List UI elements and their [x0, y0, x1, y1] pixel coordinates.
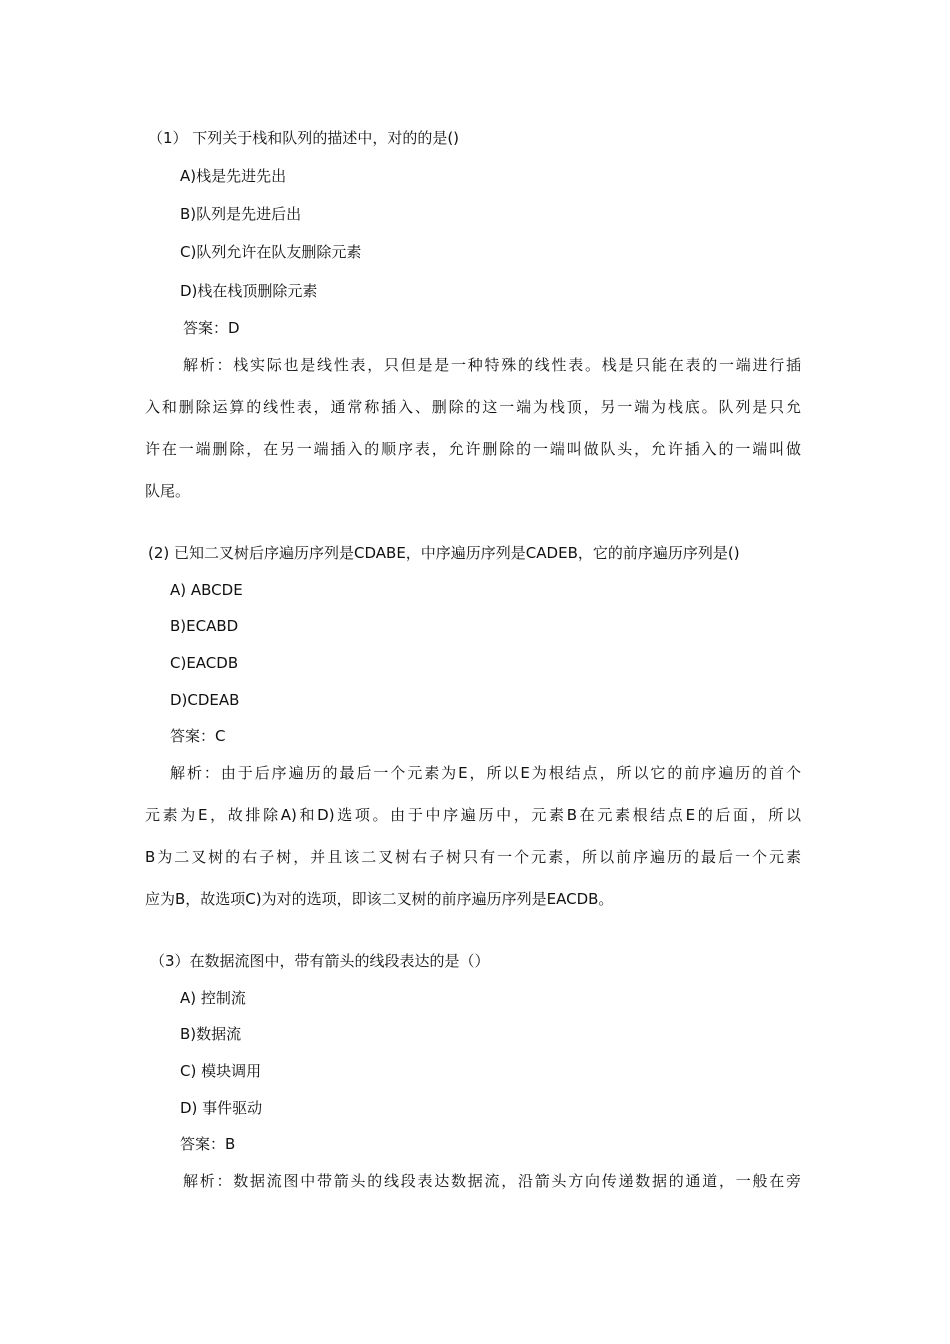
- question-1-option-d: D)栈在栈顶删除元素: [180, 282, 318, 300]
- question-1-answer: 答案：D: [183, 319, 240, 337]
- question-3-option-b: B)数据流: [180, 1025, 242, 1043]
- question-2-analysis-line-4: 应为B，故选项C)为对的选项，即该二叉树的前序遍历序列是EACDB。: [145, 890, 614, 908]
- question-1-analysis-line-2: 入和删除运算的线性表，通常称插入、删除的这一端为栈顶，另一端为栈底。队列是只允: [145, 398, 801, 416]
- question-2-option-a: A) ABCDE: [170, 581, 243, 599]
- question-2-answer: 答案：C: [170, 727, 226, 745]
- question-2-analysis-line-1: 解析：由于后序遍历的最后一个元素为E，所以E为根结点，所以它的前序遍历的首个: [170, 764, 801, 782]
- question-1-option-a: A)栈是先进先出: [180, 167, 287, 185]
- question-1-analysis-line-3: 许在一端删除，在另一端插入的顺序表，允许删除的一端叫做队头，允许插入的一端叫做: [145, 440, 801, 458]
- question-1-analysis-line-1: 解析：栈实际也是线性表，只但是是一种特殊的线性表。栈是只能在表的一端进行插: [183, 356, 801, 374]
- question-3-stem: （3）在数据流图中，带有箭头的线段表达的是（）: [150, 952, 490, 970]
- question-1-option-c: C)队列允许在队友删除元素: [180, 243, 362, 261]
- question-1-stem: （1） 下列关于栈和队列的描述中，对的的是(): [148, 129, 460, 147]
- question-1-analysis-line-4: 队尾。: [145, 482, 191, 500]
- question-3-analysis-line-1: 解析：数据流图中带箭头的线段表达数据流，沿箭头方向传递数据的通道，一般在旁: [183, 1172, 801, 1190]
- question-3-answer: 答案：B: [180, 1135, 236, 1153]
- question-2-option-b: B)ECABD: [170, 617, 239, 635]
- question-2-analysis-line-3: B为二叉树的右子树，并且该二叉树右子树只有一个元素，所以前序遍历的最后一个元素: [145, 848, 801, 866]
- question-2-stem: (2) 已知二叉树后序遍历序列是CDABE，中序遍历序列是CADEB，它的前序遍历序列是(): [148, 544, 740, 562]
- question-1-option-b: B)队列是先进后出: [180, 205, 302, 223]
- question-3-option-c: C) 模块调用: [180, 1062, 262, 1080]
- question-2-analysis-line-2: 元素为E，故排除A)和D)选项。由于中序遍历中，元素B在元素根结点E的后面，所以: [145, 806, 801, 824]
- question-2-option-d: D)CDEAB: [170, 691, 240, 709]
- question-3-option-d: D) 事件驱动: [180, 1099, 263, 1117]
- question-3-option-a: A) 控制流: [180, 989, 246, 1007]
- question-2-option-c: C)EACDB: [170, 654, 239, 672]
